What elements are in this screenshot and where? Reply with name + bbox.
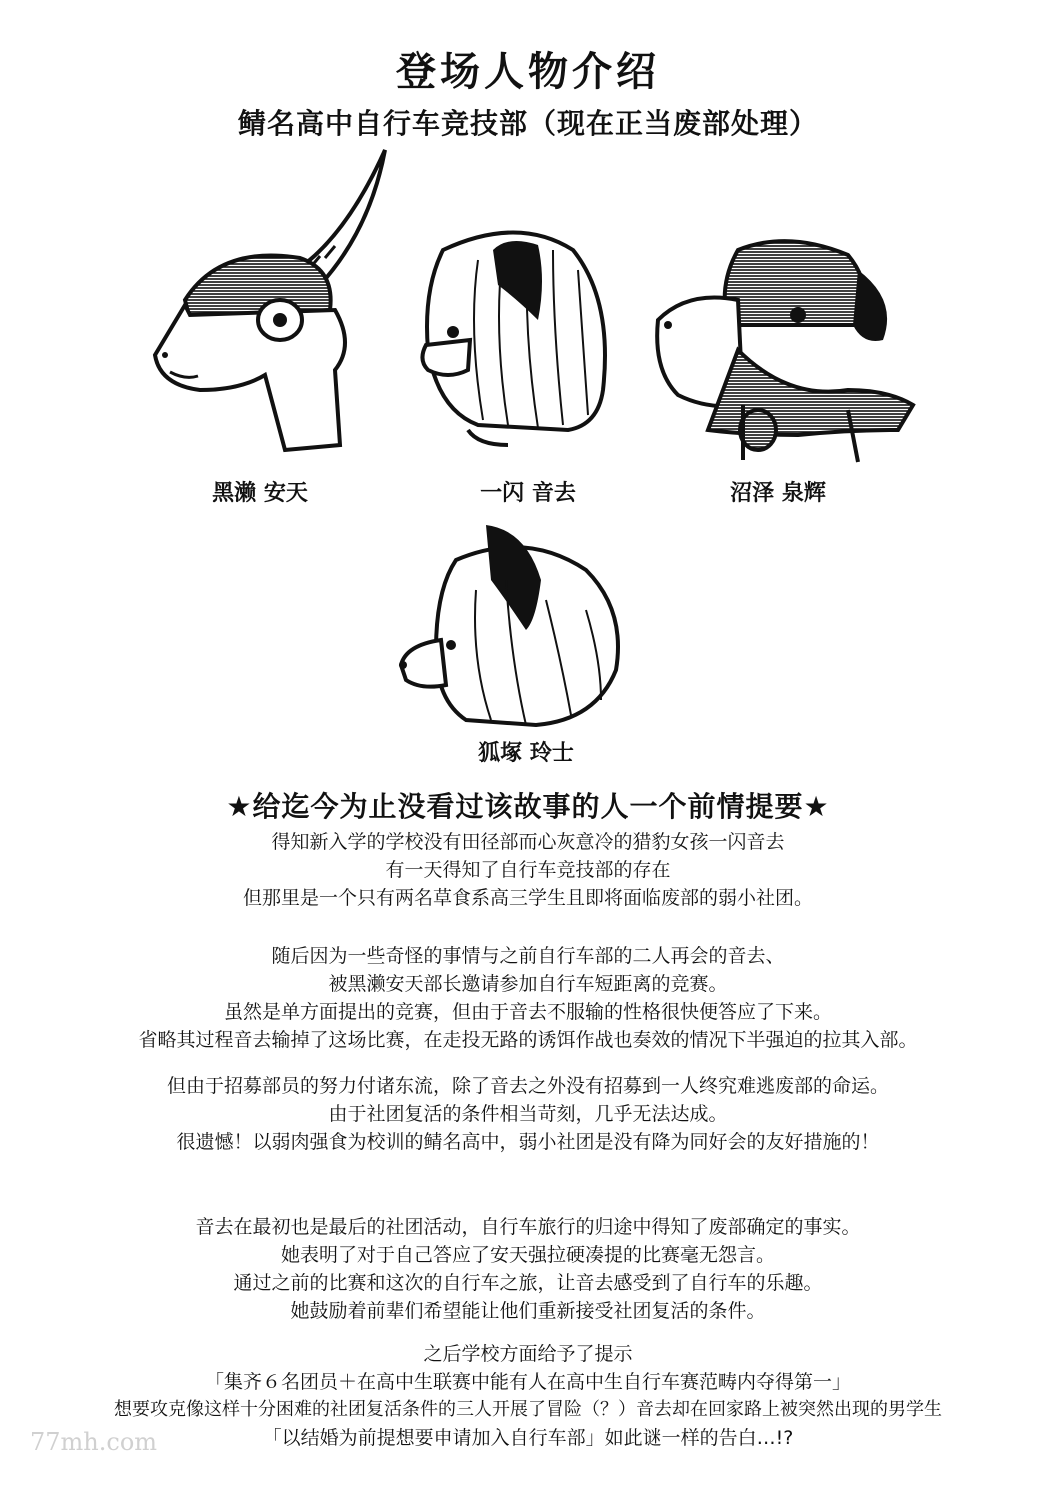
recap-line: 但那里是一个只有两名草食系高三学生且即将面临废部的弱小社团。: [242, 887, 813, 909]
recap-line: 但由于招募部员的努力付诸东流，除了音去之外没有招募到一人终究难逃废部的命运。: [166, 1075, 889, 1097]
character-card-1: [130, 140, 390, 507]
recap-paragraph-5: [28, 1340, 1028, 1452]
recap-line: 虽然是单方面提出的竞赛，但由于音去不服输的性格很快便答应了下来。: [223, 1001, 832, 1023]
character-name-2: 一闪 音去: [480, 481, 576, 506]
recap-paragraph-3: [40, 1072, 1016, 1156]
character-card-2: [398, 220, 658, 507]
fox-head-illustration: [396, 520, 656, 730]
recap-heading: ★给迄今为止没看过该故事的人一个前情提要★: [226, 790, 830, 823]
antelope-head-illustration: [130, 140, 390, 470]
recap-line: 随后因为一些奇怪的事情与之前自行车部的二人再会的音去、: [271, 945, 785, 967]
recap-paragraph-4: [40, 1213, 1016, 1325]
character-card-3: [648, 230, 908, 507]
character-name-3: 沼泽 泉辉: [730, 481, 826, 506]
recap-line: 她表明了对于自己答应了安天强拉硬凑提的比赛毫无怨言。: [280, 1244, 775, 1266]
cheetah-girl-head-illustration: [398, 220, 658, 470]
recap-line: 很遗憾！以弱肉强食为校训的鲭名高中，弱小社团是没有降为同好会的友好措施的！: [176, 1131, 880, 1153]
page-title: 登场人物介绍: [396, 49, 660, 95]
recap-line: 被黑濑安天部长邀请参加自行车短距离的竞赛。: [328, 973, 728, 995]
recap-line: 想要攻克像这样十分困难的社团复活条件的三人开展了冒险（？）音去却在回家路上被突然出现的男学生: [114, 1399, 942, 1420]
recap-line: 有一天得知了自行车竞技部的存在: [385, 859, 671, 881]
recap-line: 音去在最初也是最后的社团活动，自行车旅行的归途中得知了废部确定的事实。: [195, 1216, 861, 1238]
character-name-1: 黑濑 安天: [212, 481, 308, 506]
recap-line: 之后学校方面给予了提示: [423, 1343, 633, 1365]
character-card-4: [396, 520, 656, 767]
character-name-4: 狐塚 玲士: [478, 741, 574, 766]
recap-line: 省略其过程音去输掉了这场比赛，在走投无路的诱饵作战也奏效的情况下半强迫的拉其入部。: [138, 1029, 918, 1051]
recap-line: 由于社团复活的条件相当苛刻，几乎无法达成。: [328, 1103, 728, 1125]
watermark: 77mh.com: [30, 1428, 158, 1456]
recap-line: 「以结婚为前提想要申请加入自行车部」如此谜一样的告白…!?: [262, 1427, 794, 1449]
buffalo-head-illustration: [648, 230, 928, 470]
recap-line: 通过之前的比赛和这次的自行车之旅，让音去感受到了自行车的乐趣。: [233, 1272, 823, 1294]
recap-line: 得知新入学的学校没有田径部而心灰意冷的猎豹女孩一闪音去: [271, 831, 785, 853]
recap-line: 她鼓励着前辈们希望能让他们重新接受社团复活的条件。: [290, 1300, 766, 1322]
recap-line: 「集齐６名团员＋在高中生联赛中能有人在高中生自行车赛范畴内夺得第一」: [204, 1371, 851, 1393]
page-subtitle: 鲭名高中自行车竞技部（现在正当废部处理）: [237, 107, 818, 140]
recap-paragraph-1: [40, 828, 1016, 912]
recap-paragraph-2: [40, 942, 1016, 1054]
